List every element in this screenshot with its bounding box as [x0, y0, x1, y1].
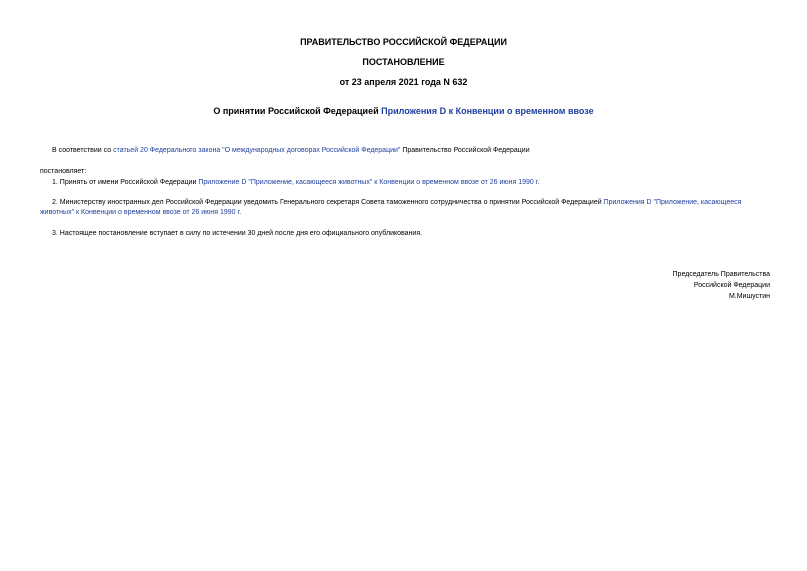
item2-prefix: 2. Министерству иностранных дел Российской Федерации уведомить Генерального секретаря Совета таможенного сотрудничества о принятии Российской Федерацией	[52, 199, 604, 206]
decree-item-2	[40, 198, 770, 218]
appendix-d-link-1[interactable]: Приложение D "Приложение, касающееся животных" к Конвенции о временном ввозе от 26 июня 1990 г.	[198, 179, 540, 186]
signatory-name: М.Мишустин	[728, 293, 770, 300]
appendix-d-link-2[interactable]: Приложения D "Приложение, касающееся животных" к Конвенции о временном ввозе от 26 июня 1990 г.	[40, 199, 742, 216]
decree-title-prefix: О принятии Российской Федерацией	[213, 106, 382, 116]
intro-suffix: Правительство Российской Федерации	[400, 147, 530, 154]
intro-prefix: В соответствии со	[52, 147, 114, 154]
federal-law-link[interactable]: статьей 20 Федерального закона "О международных договорах Российской Федерации"	[113, 147, 401, 154]
decree-item-1	[40, 178, 770, 188]
item1-prefix: 1. Принять от имени Российской Федерации	[52, 179, 199, 186]
decree-title	[0, 106, 807, 117]
decree-date-number: от 23 апреля 2021 года N 632	[339, 77, 468, 87]
government-heading: ПРАВИТЕЛЬСТВО РОССИЙСКОЙ ФЕДЕРАЦИИ	[300, 37, 507, 47]
decree-type-heading: ПОСТАНОВЛЕНИЕ	[362, 57, 445, 67]
decrees-word: постановляет:	[40, 168, 87, 175]
intro-paragraph	[40, 146, 770, 156]
decree-item-3: 3. Настоящее постановление вступает в силу по истечении 30 дней после дня его официального опубликования.	[52, 230, 423, 237]
signatory-country: Российской Федерации	[693, 282, 770, 289]
decree-title-link[interactable]: Приложения D к Конвенции о временном ввозе	[381, 106, 594, 116]
signatory-position: Председатель Правительства	[672, 271, 770, 278]
